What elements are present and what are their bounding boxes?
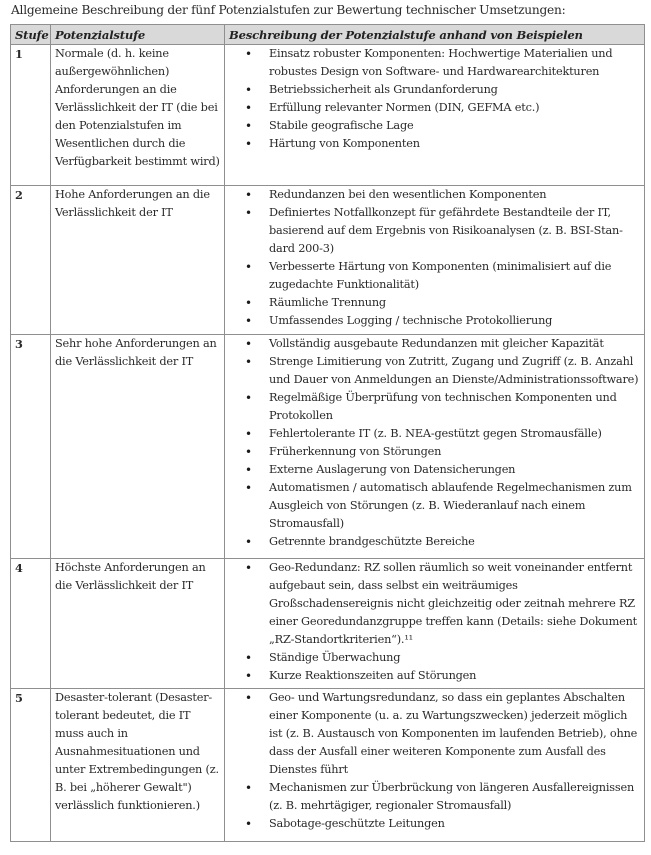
- list-item: • Früherkennung von Störungen: [229, 443, 640, 461]
- list-item: • Getrennte brandgeschützte Bereiche: [229, 533, 640, 551]
- list-item: • Verbesserte Härtung von Komponenten (minimalisiert auf die zugedachte Funktionalität): [229, 258, 640, 294]
- examples-cell: [225, 689, 645, 842]
- list-item: • Fehlertolerante IT (z. B. NEA-gestützt gegen Stromausfälle): [229, 425, 640, 443]
- list-item: • Strenge Limitierung von Zutritt, Zugang und Zugriff (z. B. Anzahl und Dauer von Anmeldungen an Dienste/Administrationssoftware): [229, 353, 640, 389]
- stufe-number: 3: [11, 335, 51, 559]
- list-item: • Erfüllung relevanter Normen (DIN, GEFMA etc.): [229, 99, 640, 117]
- intro-text: Allgemeine Beschreibung der fünf Potenzialstufen zur Bewertung technischer Umsetzungen:: [11, 3, 566, 17]
- list-item: • Vollständig ausgebaute Redundanzen mit gleicher Kapazität: [229, 335, 640, 353]
- list-item: • Externe Auslagerung von Datensicherungen: [229, 461, 640, 479]
- level-description: Desaster-tolerant (Desaster-tolerant bedeutet, die IT muss auch in Ausnahmesituationen und unter Extrembedingungen (z. B. bei „höherer Gewalt") verlässlich funktionieren.): [51, 689, 225, 842]
- examples-list: [229, 186, 640, 330]
- examples-cell: [225, 186, 645, 335]
- examples-cell: [225, 559, 645, 689]
- list-item: • Mechanismen zur Überbrückung von längeren Ausfallereignissen (z. B. mehrtägiger, regionaler Stromausfall): [229, 779, 640, 815]
- list-item: • Stabile geografische Lage: [229, 117, 640, 135]
- stufe-number: 5: [11, 689, 51, 842]
- table-row: [11, 186, 645, 335]
- list-item: • Umfassendes Logging / technische Protokollierung: [229, 312, 640, 330]
- list-item: • Geo- und Wartungsredundanz, so dass ein geplantes Abschalten einer Komponente (u. a. zu Wartungszwecken) jederzeit möglich ist (z. B. Austausch von Komponenten im laufenden Betrieb), ohne dass der Ausfall einer weiteren Komponente zum Ausfall des Dienstes führt: [229, 689, 640, 779]
- examples-cell: [225, 45, 645, 186]
- list-item: • Härtung von Komponenten: [229, 135, 640, 153]
- list-item: • Räumliche Trennung: [229, 294, 640, 312]
- list-item: • Definiertes Notfallkonzept für gefährdete Bestandteile der IT, basierend auf dem Ergebnis von Risikoanalysen (z. B. BSI-Stan-dard 200-3): [229, 204, 640, 258]
- list-item: • Redundanzen bei den wesentlichen Komponenten: [229, 186, 640, 204]
- list-item: • Betriebssicherheit als Grundanforderung: [229, 81, 640, 99]
- table-header-row: [11, 25, 645, 45]
- potential-levels-table: [10, 24, 645, 842]
- examples-list: [229, 689, 640, 833]
- examples-list: [229, 335, 640, 551]
- header-stufe: Stufe: [11, 25, 51, 45]
- level-description: Höchste Anforderungen an die Verlässlichkeit der IT: [51, 559, 225, 689]
- table-row: [11, 559, 645, 689]
- level-description: Sehr hohe Anforderungen an die Verlässlichkeit der IT: [51, 335, 225, 559]
- table-row: [11, 689, 645, 842]
- list-item: • Automatismen / automatisch ablaufende Regelmechanismen zum Ausgleich von Störungen (z. B. Wiederanlauf nach einem Stromausfall): [229, 479, 640, 533]
- list-item: • Geo-Redundanz: RZ sollen räumlich so weit voneinander entfernt aufgebaut sein, dass selbst ein weiträumiges Großschadensereignis nicht gleichzeitig oder zeitnah mehrere RZ einer Georedundanzgruppe treffen kann (Details: siehe Dokument „RZ-Standortkriterien“).¹¹: [229, 559, 640, 649]
- examples-cell: [225, 335, 645, 559]
- stufe-number: 2: [11, 186, 51, 335]
- header-beschreibung: Beschreibung der Potenzialstufe anhand von Beispielen: [225, 25, 645, 45]
- list-item: • Kurze Reaktionszeiten auf Störungen: [229, 667, 640, 685]
- stufe-number: 1: [11, 45, 51, 186]
- level-description: Normale (d. h. keine außergewöhnlichen) Anforderungen an die Verlässlichkeit der IT (die bei den Potenzialstufen im Wesentlichen durch die Verfügbarkeit bestimmt wird): [51, 45, 225, 186]
- level-description: Hohe Anforderungen an die Verlässlichkeit der IT: [51, 186, 225, 335]
- list-item: • Ständige Überwachung: [229, 649, 640, 667]
- list-item: • Regelmäßige Überprüfung von technischen Komponenten und Protokollen: [229, 389, 640, 425]
- header-potenzialstufe: Potenzialstufe: [51, 25, 225, 45]
- examples-list: [229, 559, 640, 685]
- table-row: [11, 335, 645, 559]
- list-item: • Sabotage-geschützte Leitungen: [229, 815, 640, 833]
- list-item: • Einsatz robuster Komponenten: Hochwertige Materialien und robustes Design von Software- und Hardwarearchitekturen: [229, 45, 640, 81]
- examples-list: [229, 45, 640, 153]
- table-row: [11, 45, 645, 186]
- stufe-number: 4: [11, 559, 51, 689]
